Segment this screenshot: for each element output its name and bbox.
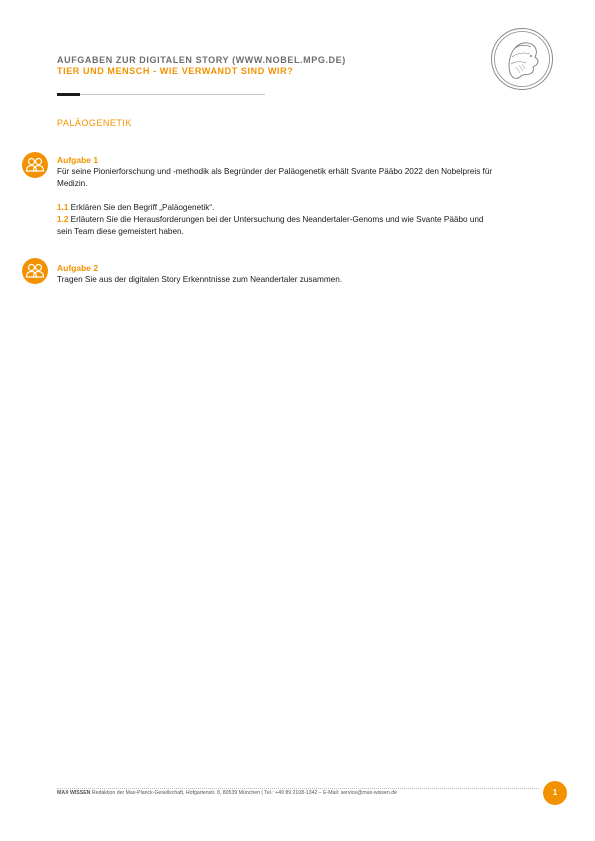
people-icon [22, 258, 48, 284]
subtask-1-1 [57, 202, 497, 214]
footer-text: Redaktion der Max-Planck-Gesellschaft, Hofgartenstr. 8, 80539 München | Tel.: +49 89 2108-1342 – E-Mail: service@max-wissen.de [91, 790, 397, 796]
header-divider-accent [57, 93, 80, 96]
task-1 [57, 154, 497, 238]
task-2 [57, 262, 497, 286]
footer [57, 790, 397, 796]
header-subtitle: TIER UND MENSCH - WIE VERWANDT SIND WIR? [57, 66, 294, 76]
footer-divider [57, 788, 539, 789]
footer-brand: MAX WISSEN [57, 790, 91, 796]
task-1-text: Für seine Pionierforschung und -methodik als Begründer der Paläogenetik erhält Svante Pääbo 2022 den Nobelpreis für Medizin. [57, 167, 493, 188]
page-number-badge: 1 [543, 781, 567, 805]
subtask-1-1-text: Erklären Sie den Begriff „Paläogenetik“. [70, 203, 215, 212]
minerva-logo-icon [490, 27, 554, 91]
subtask-1-2-text: Erläutern Sie die Herausforderungen bei der Untersuchung des Neandertaler-Genoms und wie Svante Pääbo und sein Team diese gemeistert haben. [57, 215, 484, 236]
subtask-1-1-number: 1.1 [57, 203, 69, 212]
task-1-title: Aufgabe 1 [57, 155, 99, 165]
header-title: AUFGABEN ZUR DIGITALEN STORY (WWW.NOBEL.MPG.DE) [57, 55, 346, 65]
people-icon [22, 152, 48, 178]
subtask-1-2 [57, 214, 497, 238]
subtask-1-2-number: 1.2 [57, 215, 69, 224]
task-2-title: Aufgabe 2 [57, 263, 99, 273]
header-divider [57, 94, 265, 95]
task-2-text: Tragen Sie aus der digitalen Story Erkenntnisse zum Neandertaler zusammen. [57, 275, 343, 284]
section-title: PALÄOGENETIK [57, 118, 132, 128]
